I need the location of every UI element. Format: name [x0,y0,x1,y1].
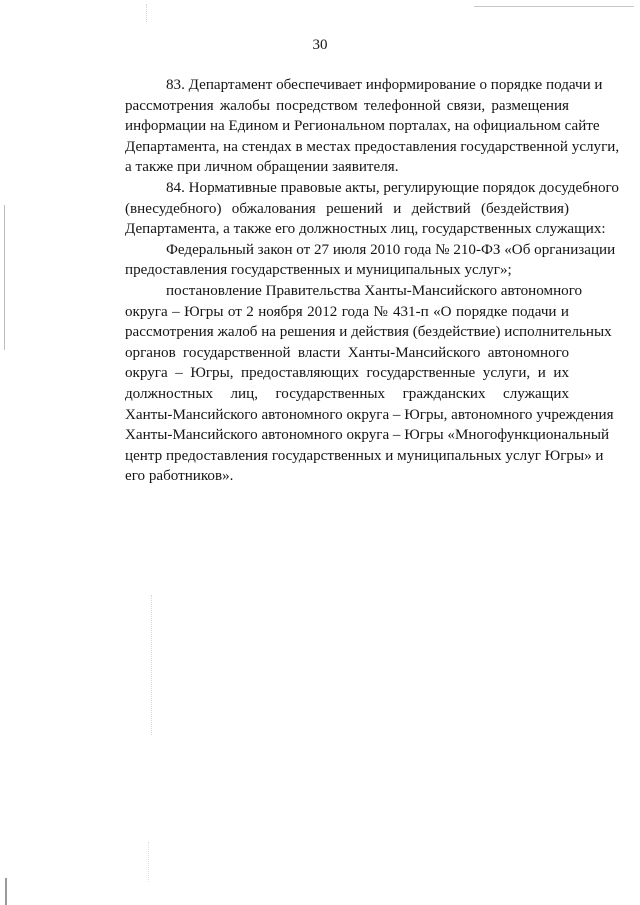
text-line: 83. Департамент обеспечивает информирование о порядке подачи и [166,77,603,93]
text-line: округа – Югры, предоставляющих государственные услуги, и их [125,365,569,382]
paragraph-84 [84,178,619,240]
document-body [84,75,620,487]
text-line: информации на Едином и Региональном порталах, на официальном сайте [125,118,600,135]
text-line: его работников». [125,468,234,485]
scan-edge-line-left [4,205,5,350]
text-line: Департамента, на стендах в местах предоставления государственной услуги, [125,138,620,155]
text-line: Федеральный закон от 27 июля 2010 года № 210-ФЗ «Об организации [166,241,616,258]
scan-dots-bottom [148,842,149,882]
text-line: рассмотрения жалоб на решения и действия (бездействие) исполнительных [125,324,612,341]
text-line: округа – Югры от 2 ноября 2012 года № 431-п «О порядке подачи и [125,303,569,320]
paragraph-83 [84,75,620,178]
paragraph-federal-law [84,240,616,281]
text-line: центр предоставления государственных и муниципальных услуг Югры» и [125,447,604,464]
scan-dots-top [146,4,147,22]
text-line: постановление Правительства Ханты-Мансийского автономного [166,282,583,299]
text-line: Ханты-Мансийского автономного округа – Югры «Многофункциональный [125,427,610,444]
text-line: 84. Нормативные правовые акты, регулирующие порядок досудебного [166,179,619,196]
text-line: органов государственной власти Ханты-Мансийского автономного [125,344,569,361]
scan-edge-line-top-right [474,6,634,7]
page-number: 30 [312,37,328,53]
text-line: Ханты-Мансийского автономного округа – Югры, автономного учреждения [125,406,614,423]
text-line: предоставления государственных и муниципальных услуг»; [125,262,512,279]
scan-edge-line-bottom-left [5,878,7,905]
scan-dots-middle [151,595,152,735]
text-line: а также при личном обращении заявителя. [125,159,399,176]
paragraph-resolution [84,281,614,487]
text-line: рассмотрения жалобы посредством телефонной связи, размещения [125,97,569,114]
text-line: Департамента, а также его должностных лиц, государственных служащих: [125,221,606,238]
text-line: должностных лиц, государственных гражданских служащих [125,385,569,402]
text-line: (внесудебного) обжалования решений и действий (бездействия) [125,200,569,217]
